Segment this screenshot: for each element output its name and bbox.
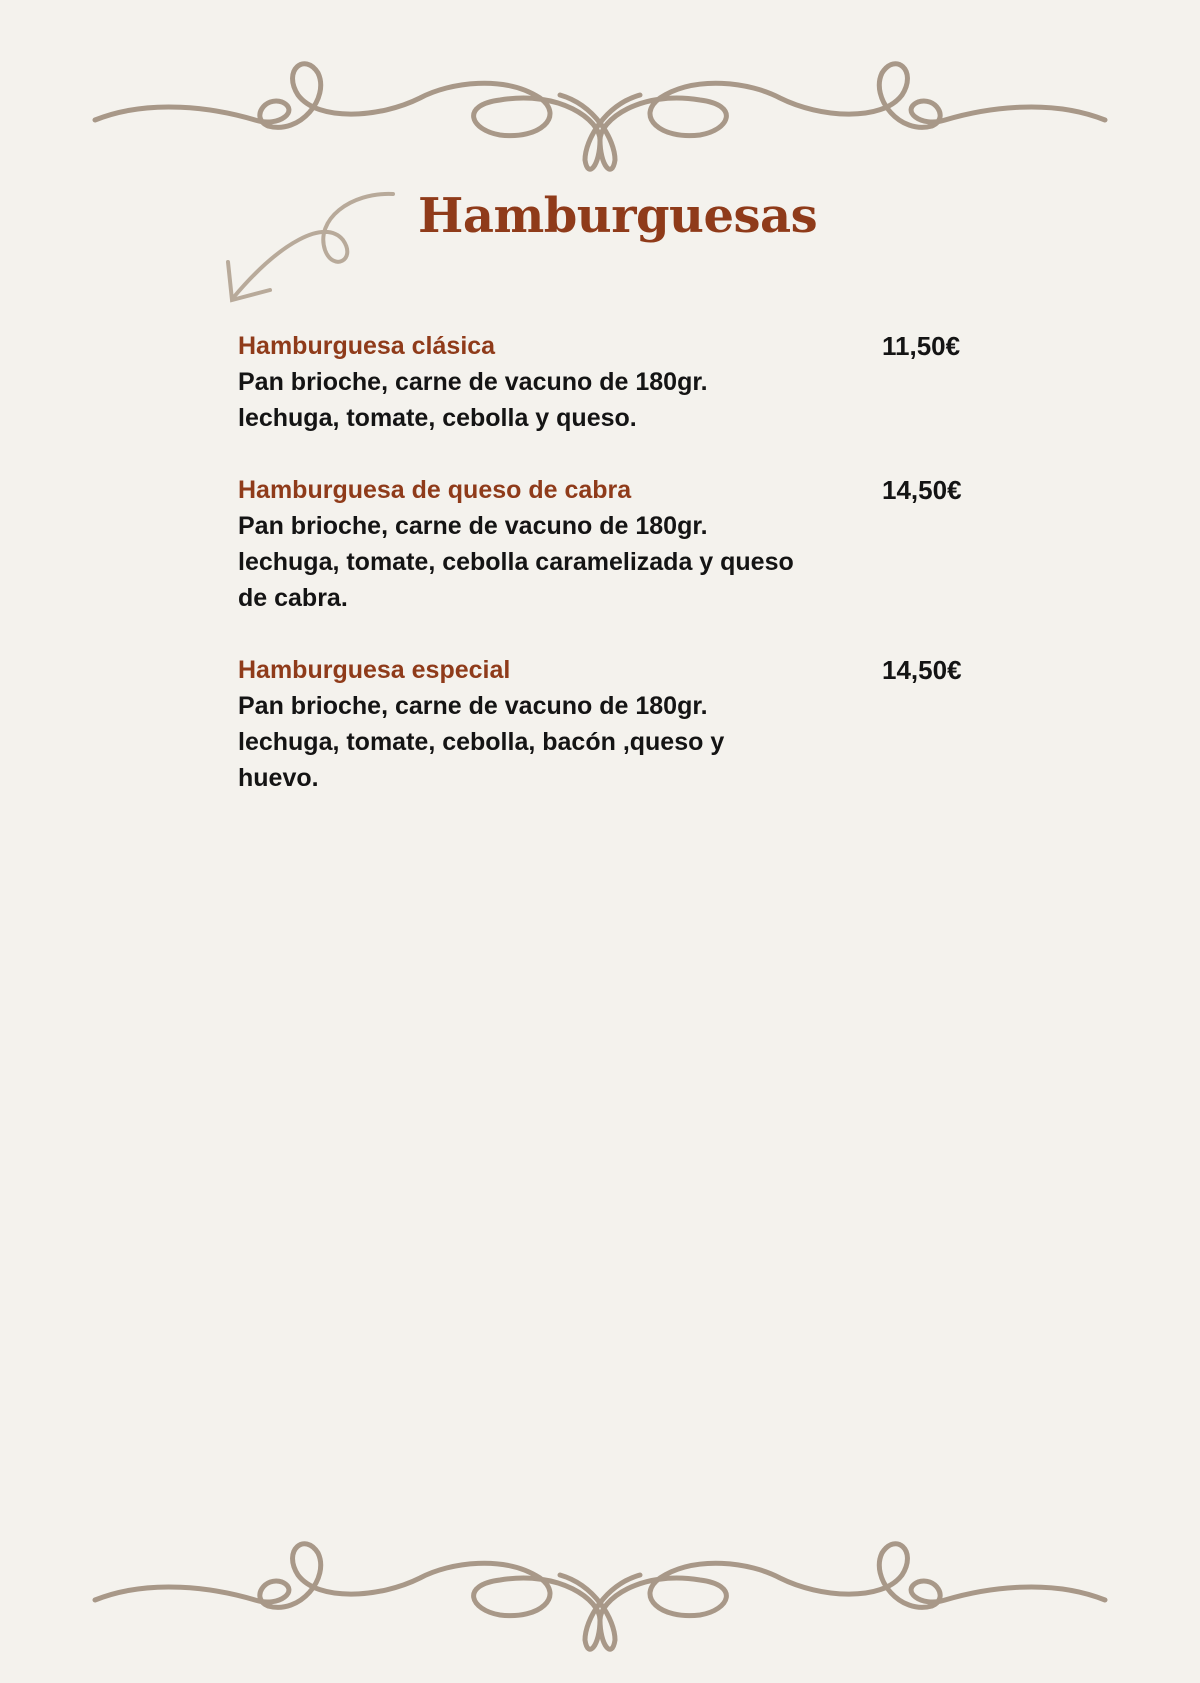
curved-arrow-icon xyxy=(225,190,405,320)
menu-item-name: Hamburguesa de queso de cabra xyxy=(238,476,632,504)
menu-item-price: 11,50€ xyxy=(882,331,961,361)
menu-item-price: 14,50€ xyxy=(882,655,962,685)
menu-item xyxy=(238,652,998,796)
menu-item-description: Pan brioche, carne de vacuno de 180gr. lechuga, tomate, cebolla y queso. xyxy=(238,368,708,432)
bottom-flourish-icon xyxy=(0,1520,1200,1660)
menu-item-description: Pan brioche, carne de vacuno de 180gr. lechuga, tomate, cebolla, bacón ,queso y huevo. xyxy=(238,692,725,792)
menu-item xyxy=(238,472,998,616)
menu-item-description: Pan brioche, carne de vacuno de 180gr. lechuga, tomate, cebolla caramelizada y queso de cabra. xyxy=(238,512,794,612)
page-title: Hamburguesas xyxy=(418,188,818,244)
menu-item-name: Hamburguesa especial xyxy=(238,656,511,684)
menu-list xyxy=(238,328,998,832)
top-flourish-icon xyxy=(0,40,1200,180)
menu-item xyxy=(238,328,998,436)
menu-item-price: 14,50€ xyxy=(882,475,962,505)
menu-item-name: Hamburguesa clásica xyxy=(238,332,496,360)
